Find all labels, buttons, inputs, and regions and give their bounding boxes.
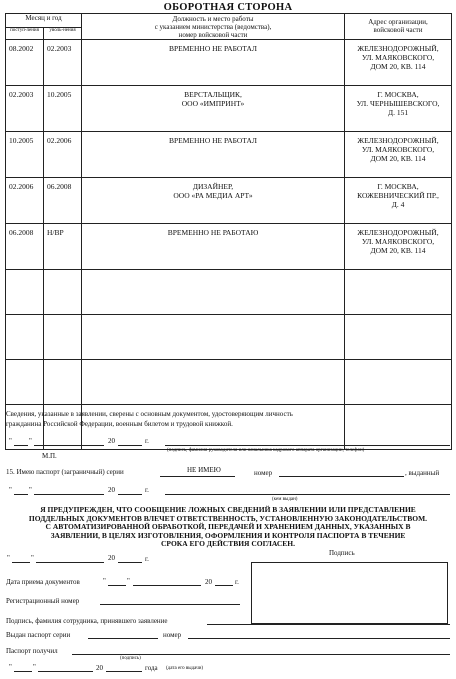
warning-line: СРОКА ЕГО ДЕЙСТВИЯ СОГЛАСЕН. [160, 539, 295, 549]
hired-date-cell[interactable]: 10.2005 [6, 132, 44, 178]
passport-series-field[interactable] [160, 476, 235, 477]
verify-line-2: гражданина Российской Федерации, военным билетом и трудовой книжкой. [6, 420, 233, 428]
issued-number-label: номер [163, 631, 182, 639]
date2-year-suffix: г. [145, 486, 149, 494]
doc-date-day-field[interactable] [108, 585, 126, 586]
employee-label: Подпись, фамилия сотрудника, принявшего заявление [6, 617, 168, 625]
date-year-field[interactable] [118, 445, 142, 446]
date4-quote-open: " [9, 663, 12, 671]
warning-line: ЗАЯВЛЕНИИ, В ЦЕЛЯХ ИЗГОТОВЛЕНИЯ, ОФОРМЛЕНИЯ И КОНТРОЛЯ ПАСПОРТА В ТЕЧЕНИЕ [50, 530, 406, 540]
issued-series-label: Выдан паспорт серии [6, 631, 71, 639]
head-signature-field[interactable] [165, 445, 450, 446]
hired-date-cell[interactable] [6, 270, 44, 315]
date4-day-field[interactable] [14, 671, 32, 672]
page-title: ОБОРОТНАЯ СТОРОНА [163, 2, 293, 13]
head-caption: (подпись, фамилия руководителя или начальника кадрового аппарата организации, телефон) [167, 448, 365, 453]
address-line: ДОМ 20, КВ. 114 [370, 154, 426, 163]
date2-year-field[interactable] [118, 494, 142, 495]
date-quote-close: " [29, 437, 32, 445]
header-left: уволь-нения [44, 28, 82, 40]
position-line: ВРЕМЕННО НЕ РАБОТАЛ [169, 136, 258, 145]
doc-date-quote-close: " [127, 577, 130, 585]
date4-quote-close: " [33, 663, 36, 671]
issued-by-suffix: , выданный [405, 469, 440, 477]
date2-quote-close: " [29, 486, 32, 494]
position-line: ООО «ИМПРИНТ» [181, 99, 245, 108]
date4-year-prefix: 20 [96, 664, 103, 672]
received-label: Паспорт получил [6, 647, 58, 655]
date-day-field[interactable] [14, 445, 28, 446]
position-line: ВРЕМЕННО НЕ РАБОТАЛ [169, 44, 258, 53]
date3-year-prefix: 20 [108, 554, 115, 562]
header-position [82, 14, 345, 40]
header-hired: поступ-ления [6, 28, 44, 40]
address-cell[interactable] [345, 315, 452, 360]
passport-question: 15. Имею паспорт (заграничный) серии [6, 468, 124, 476]
passport-series-value: НЕ ИМЕЮ [187, 466, 221, 474]
date3-day-field[interactable] [12, 562, 30, 563]
date4-year-field[interactable] [106, 671, 142, 672]
position-cell[interactable] [82, 270, 345, 315]
verify-line-1: Сведения, указанные в заявлении, сверены с основным документом, удостоверяющим личность [6, 410, 293, 418]
address-line: ЖЕЛЕЗНОДОРОЖНЫЙ, [357, 228, 439, 237]
address-line: ЖЕЛЕЗНОДОРОЖНЫЙ, [357, 44, 439, 53]
address-cell[interactable] [345, 86, 452, 132]
issued-by-caption: (кем выдан) [272, 497, 298, 502]
date2-quote-open: " [9, 486, 12, 494]
table-header-row [6, 14, 452, 28]
passport-number-label: номер [254, 469, 273, 477]
left-date-cell[interactable]: Н/ВР [44, 224, 82, 270]
header-address [345, 14, 452, 40]
address-line: ЖЕЛЕЗНОДОРОЖНЫЙ, [357, 136, 439, 145]
date4-month-field[interactable] [38, 671, 93, 672]
table-row [6, 40, 452, 86]
warning-line: ПОДДЕЛЬНЫХ ДОКУМЕНТОВ ВЛЕЧЕТ ОТВЕТСТВЕННОСТЬ, УСТАНОВЛЕННУЮ ЗАКОНОДАТЕЛЬСТВОМ. [28, 513, 428, 523]
date-month-field[interactable] [34, 445, 104, 446]
table-row [6, 132, 452, 178]
issued-number-field[interactable] [188, 638, 450, 639]
left-date-cell[interactable] [44, 270, 82, 315]
position-line: ВРЕМЕННО НЕ РАБОТАЮ [167, 228, 259, 237]
table-row [6, 86, 452, 132]
position-cell[interactable] [82, 40, 345, 86]
position-cell[interactable] [82, 132, 345, 178]
doc-date-month-field[interactable] [133, 585, 201, 586]
issued-series-field[interactable] [88, 638, 158, 639]
position-cell[interactable] [82, 360, 345, 405]
address-cell[interactable] [345, 270, 452, 315]
date-quote-open: " [9, 437, 12, 445]
address-line: ДОМ 20, КВ. 114 [370, 246, 426, 255]
hired-date-cell[interactable]: 06.2008 [6, 224, 44, 270]
date3-month-field[interactable] [36, 562, 104, 563]
left-date-cell[interactable]: 06.2008 [44, 178, 82, 224]
hired-date-cell[interactable]: 02.2003 [6, 86, 44, 132]
employee-field[interactable] [207, 624, 450, 625]
hired-date-cell[interactable]: 08.2002 [6, 40, 44, 86]
header-position-line: Должность и место работы [172, 15, 254, 23]
left-date-cell[interactable]: 02.2003 [44, 40, 82, 86]
table-row [6, 224, 452, 270]
doc-date-year-suffix: г. [235, 578, 239, 586]
address-cell[interactable] [345, 405, 452, 450]
address-line: Д. 151 [387, 108, 409, 117]
header-address-line: Адрес организации, [368, 18, 428, 26]
table-row [6, 270, 452, 315]
sign-caption: (подпись) [120, 656, 141, 661]
address-line: УЛ. МАЯКОВСКОГО, [361, 53, 435, 62]
date2-month-field[interactable] [34, 494, 104, 495]
position-cell[interactable] [82, 86, 345, 132]
address-line: ДОМ 20, КВ. 114 [370, 62, 426, 71]
position-line: ООО «РА МЕДИА АРТ» [173, 191, 253, 200]
address-line: Г. МОСКВА, [377, 90, 419, 99]
position-cell[interactable] [82, 178, 345, 224]
address-line: Д. 4 [391, 200, 405, 209]
signature-box[interactable] [251, 562, 448, 624]
issued-by-field[interactable] [165, 494, 450, 495]
hired-date-cell[interactable]: 02.2006 [6, 178, 44, 224]
address-line: Г. МОСКВА, [377, 182, 419, 191]
table-row [6, 360, 452, 405]
hired-date-cell[interactable] [6, 360, 44, 405]
date2-day-field[interactable] [14, 494, 28, 495]
address-cell[interactable] [345, 40, 452, 86]
date3-year-field[interactable] [118, 562, 142, 563]
reg-number-field[interactable] [100, 604, 240, 605]
table-row [6, 178, 452, 224]
address-line: УЛ. МАЯКОВСКОГО, [361, 145, 435, 154]
year-label: года [145, 664, 158, 672]
doc-date-label: Дата приема документов [6, 578, 80, 586]
position-cell[interactable] [82, 224, 345, 270]
address-cell[interactable] [345, 132, 452, 178]
address-cell[interactable] [345, 224, 452, 270]
date-year-prefix: 20 [108, 437, 115, 445]
address-cell[interactable] [345, 360, 452, 405]
position-line: ВЕРСТАЛЬЩИК, [184, 90, 242, 99]
table-row [6, 315, 452, 360]
header-position-line: номер войсковой части [178, 31, 248, 39]
left-date-cell[interactable] [44, 315, 82, 360]
table-body [6, 40, 452, 450]
received-signature-field[interactable] [72, 654, 450, 655]
doc-date-year-prefix: 20 [205, 578, 212, 586]
position-line: ДИЗАЙНЕР, [192, 182, 234, 191]
doc-date-year-field[interactable] [215, 585, 233, 586]
date3-quote-open: " [7, 554, 10, 562]
header-position-line: с указанием министерства (ведомства), [154, 23, 272, 31]
signature-label: Подпись [329, 549, 355, 557]
employment-table [5, 13, 452, 450]
seal-mark: М.П. [42, 452, 57, 460]
position-cell[interactable] [82, 315, 345, 360]
left-date-cell[interactable]: 02.2006 [44, 132, 82, 178]
header-address-line: войсковой части [373, 26, 423, 34]
date3-quote-close: " [31, 554, 34, 562]
warning-line: Я ПРЕДУПРЕЖДЕН, ЧТО СООБЩЕНИЕ ЛОЖНЫХ СВЕДЕНИЙ В ЗАЯВЛЕНИИ ИЛИ ПРЕДСТАВЛЕНИЕ [40, 505, 416, 514]
address-line: УЛ. ЧЕРНЫШЕВСКОГО, [356, 99, 440, 108]
date-year-suffix: г. [145, 437, 149, 445]
warning-line: С АВТОМАТИЗИРОВАННОЙ ОБРАБОТКОЙ, ПЕРЕДАЧЕЙ И ХРАНЕНИЕМ ДАННЫХ, УКАЗАННЫХ В [45, 522, 411, 532]
left-date-cell[interactable] [44, 360, 82, 405]
doc-date-quote-open: " [103, 577, 106, 585]
header-month-year: Месяц и год [6, 14, 82, 28]
passport-number-field[interactable] [279, 476, 404, 477]
issue-date-caption: (дата его выдачи) [166, 666, 204, 671]
address-line: КОЖЕВНИЧЕСКИЙ ПР., [357, 191, 439, 200]
hired-date-cell[interactable] [6, 315, 44, 360]
left-date-cell[interactable]: 10.2005 [44, 86, 82, 132]
address-cell[interactable] [345, 178, 452, 224]
reg-number-label: Регистрационный номер [6, 597, 80, 605]
date2-year-prefix: 20 [108, 486, 115, 494]
address-line: УЛ. МАЯКОВСКОГО, [361, 237, 435, 246]
date3-year-suffix: г. [145, 555, 149, 563]
